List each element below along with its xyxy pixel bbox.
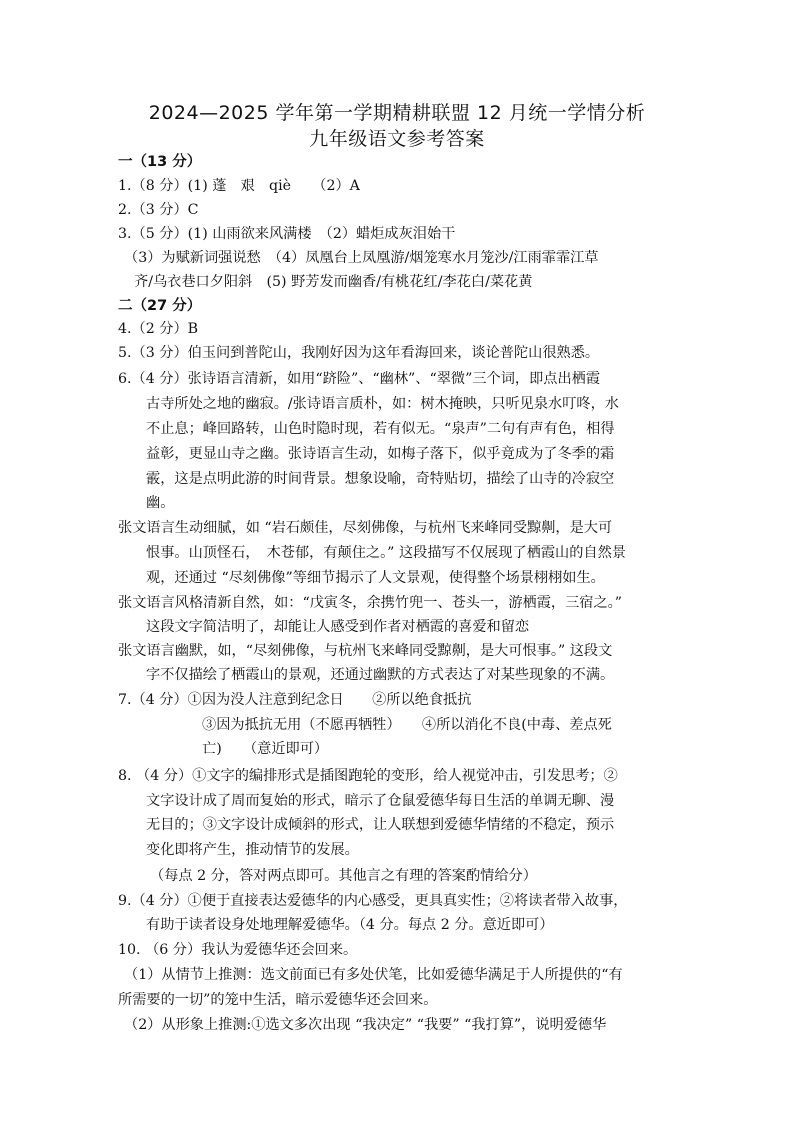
answer-line: 观，还通过 “尽刻佛像”等细节揭示了人文景观，使得整个场景栩栩如生。 <box>146 570 605 586</box>
answer-line: 张文语言幽默，如，“尽刻佛像，与杭州飞来峰同受黥劓，是大可恨事。” 这段文 <box>118 643 613 659</box>
answer-line: 8. （4 分）①文字的编排形式是插图跑轮的变形，给人视觉冲击，引发思考；② <box>118 768 618 784</box>
answer-line: 9.（4 分）①便于直接表达爱德华的内心感受，更具真实性；②将读者带入故事， <box>118 893 628 909</box>
answer-line: 文字设计成了周而复始的形式，暗示了仓鼠爱德华每日生活的单调无聊、漫 <box>146 793 615 809</box>
answer-line: 幽。 <box>146 495 175 511</box>
section-heading: 一（13 分） <box>118 154 202 170</box>
answer-line: （2）从形象上推测:①选文多次出现 “我决定” “我要” “我打算”，说明爱德华 <box>124 1017 607 1033</box>
answer-line: 10. （6 分）我认为爱德华还会回来。 <box>118 942 358 958</box>
answer-line: 张文语言生动细腻，如 “岩石颇佳，尽刻佛像，与杭州飞来峰同受黥劓，是大可 <box>118 520 613 536</box>
answer-line: 无目的；③文字设计成倾斜的形式，让人联想到爱德华情绪的不稳定，预示 <box>146 817 615 833</box>
answer-line: 6.（4 分）张诗语言清新，如用“跻险”、“幽林”、“翠微”三个词，即点出栖霞 <box>118 371 601 387</box>
answer-line: 古寺所处之地的幽寂。/张诗语言质朴，如：树木掩映，只听见泉水叮咚，水 <box>146 396 619 412</box>
answer-line: （1）从情节上推测：选文前面已有多处伏笔，比如爱德华满足于人所提供的“有 <box>124 967 623 983</box>
answer-line: 5.（3 分）伯玉问到普陀山，我刚好因为这年看海回来，谈论普陀山很熟悉。 <box>118 345 600 361</box>
answer-line: 益彰，更显山寺之幽。张诗语言生动，如梅子落下，似乎竟成为了冬季的霜 <box>146 446 615 462</box>
answer-line: 7.（4 分）①因为没人注意到纪念日 ②所以绝食抵抗 <box>118 692 472 708</box>
answer-line: 所需要的一切”的笼中生活，暗示爱德华还会回来。 <box>118 992 438 1008</box>
answer-line: 2.（3 分）C <box>118 202 199 218</box>
section-heading: 二（27 分） <box>118 298 202 314</box>
answer-line: 1.（8 分）(1) 蓬 艰 qiè （2）A <box>118 178 360 194</box>
answer-line: 亡) （意近即可） <box>202 741 329 757</box>
answer-line: 4.（2 分）B <box>118 321 199 337</box>
answer-line: 齐/乌衣巷口夕阳斜 (5) 野芳发而幽香/有桃花红/李花白/菜花黄 <box>134 274 533 290</box>
answer-line: ③因为抵抗无用（不愿再牺牲） ④所以消化不良(中毒、差点死 <box>202 717 612 733</box>
answer-line: 不止息；峰回路转，山色时隐时现，若有似无。“泉声”二句有声有色，相得 <box>146 421 615 437</box>
answer-line: 霰，这是点明此游的时间背景。想象设喻，奇特贴切，描绘了山寺的冷寂空 <box>146 471 615 487</box>
answer-line: （3）为赋新词强说愁 （4）凤凰台上凤凰游/烟笼寒水月笼沙/江雨霏霏江草 <box>124 250 599 266</box>
answer-line: 这段文字简洁明了，却能让人感受到作者对栖霞的喜爱和留恋 <box>146 619 530 635</box>
answer-line: （每点 2 分，答对两点即可。其他言之有理的答案酌情给分） <box>150 868 537 884</box>
document-subtitle: 九年级语文参考答案 <box>309 128 485 150</box>
document-title: 2024—2025 学年第一学期精耕联盟 12 月统一学情分析 <box>148 102 646 124</box>
answer-line: 3.（5 分）(1) 山雨欲来风满楼 （2）蜡炬成灰泪始干 <box>118 226 456 242</box>
answer-line: 变化即将产生，推动情节的发展。 <box>146 842 359 858</box>
answer-line: 恨事。山顶怪石， 木苍郁，有颠住之。” 这段描写不仅展现了栖霞山的自然景 <box>146 545 626 561</box>
answer-line: 字不仅描绘了栖霞山的景观，还通过幽默的方式表达了对某些现象的不满。 <box>146 667 615 683</box>
answer-line: 张文语言风格清新自然，如：“戊寅冬，余携竹兜一、苍头一，游栖霞，三宿之。” <box>118 595 622 611</box>
answer-line: 有助于读者设身处地理解爱德华。（4 分。每点 2 分。意近即可） <box>146 917 554 933</box>
